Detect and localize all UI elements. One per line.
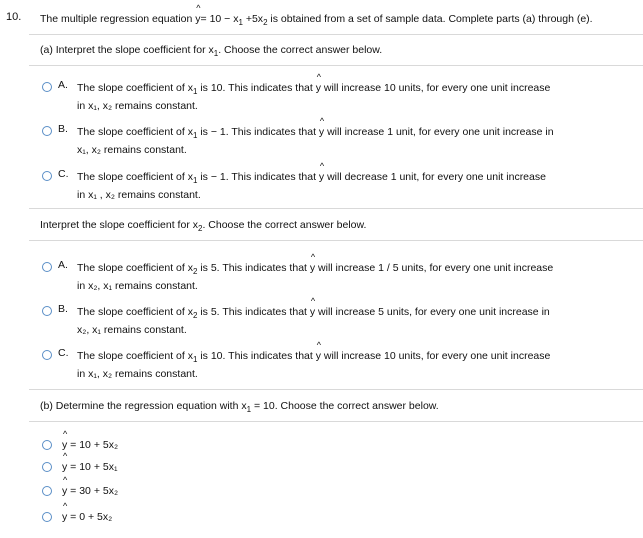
- divider: [29, 208, 643, 209]
- option-b-letter: B.: [58, 123, 68, 135]
- divider: [29, 421, 643, 422]
- part-a2-prompt: Interpret the slope coefficient for $x_2$. Choose the correct answer below.: [40, 219, 367, 233]
- part-a-prompt: (a) Interpret the slope coefficient for $x_1$. Choose the correct answer below.: [40, 44, 383, 58]
- y-hat-symbol: ^ y: [319, 170, 324, 184]
- equation-option-4: ^ y = 0 + 5x₂: [62, 510, 112, 524]
- y-hat-symbol: ^ y: [310, 261, 315, 275]
- option-3-radio[interactable]: [42, 486, 52, 496]
- option-c-text: The slope coefficient of $x_1$ is − 1. This indicates that ^ y will decrease 1 unit, for every one unit increase in x₁ , x₂ remains constant.: [77, 170, 546, 202]
- divider: [29, 34, 643, 35]
- option-4-radio[interactable]: [42, 512, 52, 522]
- option-a-radio[interactable]: [42, 262, 52, 272]
- option-a-letter: A.: [58, 259, 68, 271]
- y-hat-symbol: ^ y: [62, 438, 67, 452]
- option-c-letter: C.: [58, 347, 69, 359]
- divider: [29, 65, 643, 66]
- option-c-radio[interactable]: [42, 171, 52, 181]
- equation-option-2: ^ y = 10 + 5x₁: [62, 460, 118, 474]
- y-hat-symbol: ^ y: [62, 510, 67, 524]
- y-hat-symbol: ^ y: [310, 305, 315, 319]
- option-b-radio[interactable]: [42, 306, 52, 316]
- y-hat-symbol: ^ y: [62, 460, 67, 474]
- y-hat-symbol: ^ y: [316, 81, 321, 95]
- y-hat-symbol: ^ y: [316, 349, 321, 363]
- option-c-radio[interactable]: [42, 350, 52, 360]
- option-a-text: The slope coefficient of $x_1$ is 10. This indicates that ^ y will increase 10 units, for every one unit increase in x₁, x₂ remains constant.: [77, 81, 550, 113]
- option-a-radio[interactable]: [42, 82, 52, 92]
- y-hat-symbol: ^ y: [319, 125, 324, 139]
- equation-option-3: ^ y = 30 + 5x₂: [62, 484, 118, 498]
- divider: [29, 389, 643, 390]
- y-hat-symbol: ^ y: [195, 12, 200, 26]
- option-a-text: The slope coefficient of $x_2$ is 5. This indicates that ^ y will increase 1 / 5 units, for every one unit increase in x₂, x₁ remains constant.: [77, 261, 553, 293]
- option-c-text: The slope coefficient of $x_1$ is 10. This indicates that ^ y will increase 10 units, for every one unit increase in x₁, x₂ remains constant.: [77, 349, 550, 381]
- option-b-letter: B.: [58, 303, 68, 315]
- option-b-text: The slope coefficient of $x_2$ is 5. This indicates that ^ y will increase 5 units, for every one unit increase in x₂, x₁ remains constant.: [77, 305, 550, 337]
- y-hat-symbol: ^ y: [62, 484, 67, 498]
- question-number: 10.: [6, 11, 22, 23]
- option-b-radio[interactable]: [42, 126, 52, 136]
- equation-option-1: ^ y = 10 + 5x₂: [62, 438, 118, 452]
- option-b-text: The slope coefficient of $x_1$ is − 1. This indicates that ^ y will increase 1 unit, for every one unit increase in x₁, x₂ remains constant.: [77, 125, 554, 157]
- option-1-radio[interactable]: [42, 440, 52, 450]
- option-2-radio[interactable]: [42, 462, 52, 472]
- divider: [29, 240, 643, 241]
- option-c-letter: C.: [58, 168, 69, 180]
- question-intro: The multiple regression equation ^ $y= 10 - x_1 +5x_2$ is obtained from a set of sample data. Complete parts (a) through (e).: [40, 12, 593, 26]
- option-a-letter: A.: [58, 79, 68, 91]
- part-b-prompt: (b) Determine the regression equation with $x_1 = 10$. Choose the correct answer below.: [40, 400, 439, 414]
